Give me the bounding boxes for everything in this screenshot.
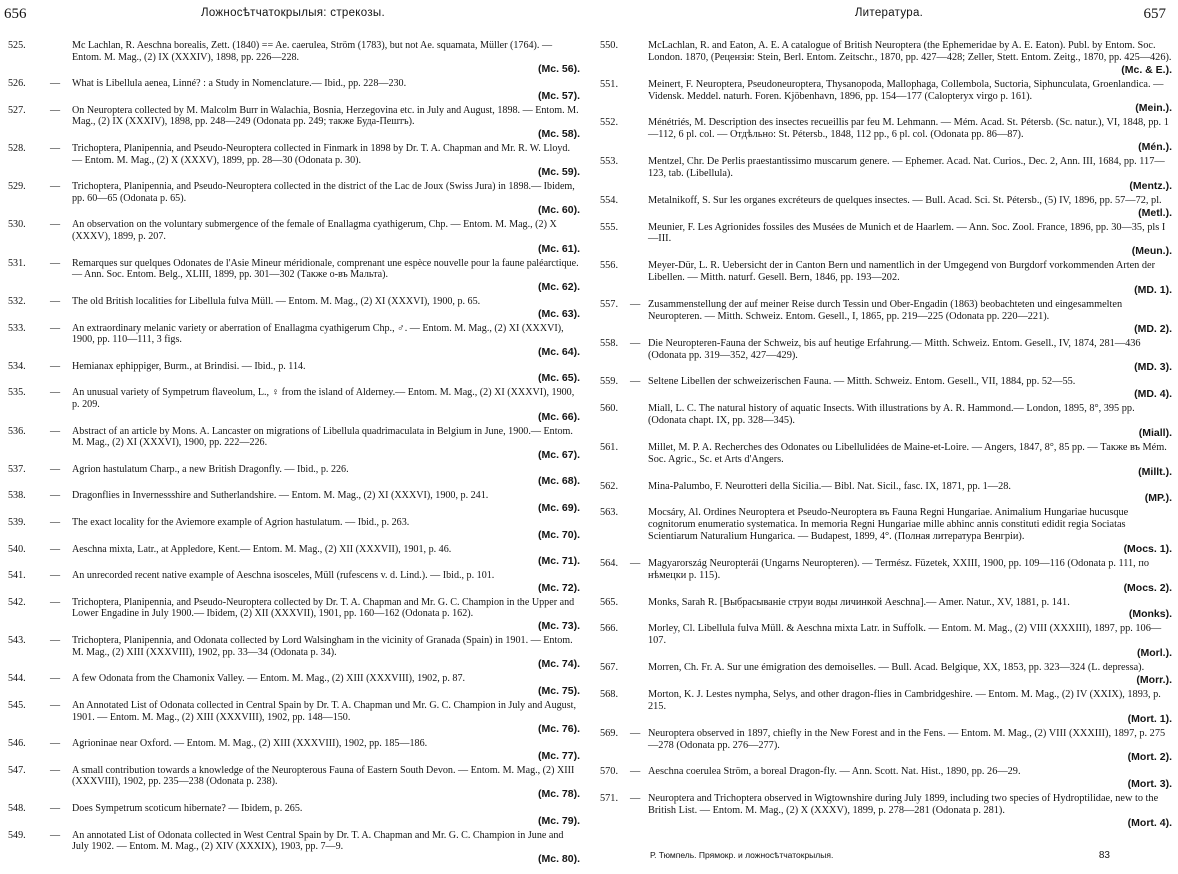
entry-text: The exact locality for the Aviemore example of Agrion hastulatum. — Ibid., p. 263. — [72, 517, 410, 529]
bibliography-entry — [0, 765, 586, 800]
ditto-dash: — — [50, 322, 61, 334]
ditto-dash: — — [50, 425, 61, 437]
bibliography-entry — [0, 387, 586, 422]
bibliography-entry — [600, 597, 1178, 621]
ditto-dash: — — [50, 829, 61, 841]
entry-text: Magyarország Neuropterái (Ungarns Neuropteren). — Termész. Füzetek, XXIII, 1900, pp. 109—116 (Odonata p. 111, по нѣмецки p. 115). — [648, 557, 1149, 581]
ditto-dash: — — [50, 517, 61, 529]
ditto-dash: — — [50, 490, 61, 502]
entry-code: (Mc. 74). — [537, 658, 580, 671]
entry-code: (Mc. 69). — [537, 502, 580, 515]
entry-code: (Mc. 76). — [537, 723, 580, 736]
entry-text: Remarques sur quelques Odonates de l'Asie Mineur méridionale, comprenant une espèce nouvelle pour la faune paléarctique. — Ann. Soc. Entom. Belg., XLIII, 1899, pp. 301—302 (Также о-въ Мальта). — [72, 257, 579, 281]
entry-code: (Metl.). — [1138, 206, 1172, 219]
entry-code: (Millt.). — [1138, 465, 1172, 478]
left-page — [0, 0, 586, 874]
bibliography-entry — [0, 803, 586, 827]
entry-text: Monks, Sarah R. [Выбрасываніе струи воды личинкой Aeschna].— Amer. Natur., XV, 1881, p. 141. — [648, 596, 1070, 608]
entry-code: (Mc. & E.). — [1121, 63, 1172, 76]
right-page-header — [600, 4, 1178, 26]
entry-text: Meyer-Dür, L. R. Uebersicht der in Canton Bern und namentlich in der Umgegend von Burgdorf vorkommenden Arten der Libellen. — Mitth. naturf. Gesell. Bern, 1846, pp. 193—202. — [648, 260, 1156, 284]
bibliography-entry — [0, 78, 586, 102]
entry-code: (Mort. 1). — [1127, 712, 1172, 725]
entry-number: 529. — [8, 181, 26, 193]
bibliography-entry — [0, 143, 586, 178]
bibliography-entry — [0, 570, 586, 594]
ditto-dash: — — [50, 257, 61, 269]
entry-text: Ménétriés, M. Description des insectes recueillis par feu M. Lehmann. — Mém. Acad. St. Pétersb. (Sc. natur.), VI, 1848, pp. 1—112, 6 pl. col. — Отдѣльно: St. Pétersb., 1848, 112 pp., 6 pl. col. (Odonata pp. 86—87). — [648, 117, 1169, 141]
ditto-dash: — — [50, 596, 61, 608]
entry-code: (Morr.). — [1136, 674, 1172, 686]
entry-number: 567. — [600, 662, 619, 674]
entry-text: An Annotated List of Odonata collected in Central Spain by Dr. T. A. Chapman und Mr. G. C. Champion in July and August, 1901. — Entom. M. Mag., (2) XIII (XXXVIII), 1902, pp. 148—150. — [72, 699, 576, 723]
entry-code: (Mc. 71). — [537, 555, 580, 568]
entry-text: What is Libellula aenea, Linné? : a Study in Nomenclature.— Ibid., pp. 228—230. — [72, 78, 407, 90]
bibliography-entry — [0, 517, 586, 541]
entry-code: (Mc. 66). — [537, 410, 580, 423]
entry-number: 544. — [8, 673, 26, 685]
entry-text: Meunier, F. Les Agrionides fossiles des Musées de Munich et de Haarlem. — Ann. Soc. Zool. France, 1896, pp. 30—35, pls I—III. — [648, 221, 1166, 245]
entry-text: McLachlan, R. and Eaton, A. E. A catalogue of British Neuroptera (the Ephemeridae by A. E. Eaton). Publ. by Entom. Soc. London. 1870, (Рецензія: Stein, Berl. Entom. Zeitschr., 1870, pp. 427—428; Zeller, Stett. Entom. Zeitg., 1870, pp. 425—426). — [648, 40, 1172, 63]
entry-code: (Monks). — [1128, 608, 1172, 621]
entry-text: Hemianax ephippiger, Burm., at Brindisi. — Ibid., p. 114. — [72, 360, 306, 372]
entry-number: 528. — [8, 143, 26, 155]
bibliography-entry — [600, 481, 1178, 505]
bibliography-entry — [0, 700, 586, 735]
entry-number: 525. — [8, 40, 26, 51]
bibliography-entry — [600, 156, 1178, 192]
entry-text: A few Odonata from the Chamonix Valley. — Entom. M. Mag., (2) XIII (XXXVIII), 1902, p. 87. — [72, 673, 466, 685]
entry-code: (MD. 4). — [1134, 388, 1172, 401]
bibliography-entry — [0, 219, 586, 254]
ditto-dash: — — [50, 543, 61, 555]
ditto-dash: — — [50, 143, 61, 155]
right-page — [600, 0, 1178, 874]
entry-number: 543. — [8, 635, 26, 647]
entry-number: 542. — [8, 596, 26, 608]
entry-code: (Mein.). — [1135, 102, 1172, 115]
bibliography-entry — [600, 117, 1178, 153]
entry-number: 532. — [8, 295, 26, 307]
entry-text: An unrecorded recent native example of Aeschna isosceles, Müll (rufescens v. d. Lind.). — Ibid., p. 101. — [72, 570, 495, 582]
bibliography-entry — [0, 323, 586, 358]
entry-code: (Mentz.). — [1129, 179, 1172, 192]
entry-code: (Mc. 61). — [537, 242, 580, 255]
ditto-dash: — — [50, 673, 61, 685]
entry-code: (Mort. 4). — [1127, 816, 1172, 829]
bibliography-entry — [600, 403, 1178, 439]
entry-code: (Mén.). — [1138, 141, 1172, 154]
ditto-dash: — — [50, 764, 61, 776]
entry-number: 556. — [600, 260, 619, 272]
ditto-dash: — — [630, 793, 641, 805]
bibliography-entry — [0, 738, 586, 762]
entry-code: (MD. 1). — [1134, 283, 1172, 296]
entry-text: On Neuroptera collected by M. Malcolm Burr in Walachia, Bosnia, Herzegovina etc. in July and August, 1898. — Entom. M. Mag., (2) IX (XXXIV), 1898, pp. 248—249 (Odonata pp. 249; также Буда-Пештъ). — [72, 104, 579, 128]
bibliography-entry — [0, 635, 586, 670]
entry-number: 562. — [600, 480, 619, 492]
entry-number: 531. — [8, 257, 26, 269]
right-page-number: 657 — [1143, 6, 1166, 22]
entry-text: Mentzel, Chr. De Perlis praestantissimo muscarum genere. — Ephemer. Acad. Nat. Curios., Dec. 2, Ann. III, 1684, pp. 117—123, tab. (Libellula). — [648, 156, 1165, 179]
bibliography-entry — [600, 195, 1178, 219]
entry-number: 555. — [600, 221, 619, 233]
entry-text: Neuroptera and Trichoptera observed in Wigtownshire during July 1899, including two species of Hydroptilidae, new to the British List. — Entom. M. Mag., (2) X (XXXV), 1899, p. 278—281 (Odonata p. 281). — [648, 793, 1159, 817]
entry-code: (Mc. 79). — [537, 814, 580, 827]
signature-mark: 83 — [1098, 850, 1110, 861]
entry-text: Mina-Palumbo, F. Neurotteri della Sicilia.— Bibl. Nat. Sicil., fasc. IX, 1871, pp. 1—28. — [648, 480, 1011, 492]
entry-code: (Mc. 80). — [537, 852, 580, 865]
entry-number: 564. — [600, 557, 619, 569]
entry-text: Morley, Cl. Libellula fulva Müll. & Aeschna mixta Latr. in Suffolk. — Entom. M. Mag., (2) VIII (XXXIII), 1897, pp. 106—107. — [648, 623, 1162, 647]
entry-text: Trichoptera, Planipennia, and Pseudo-Neuroptera collected by Dr. T. A. Chapman and Mr. G. C. Champion in the Upper and Lower Engadine in July 1900.— Ibidem, (2) XII (XXXVII), 1901, pp. 160—162 (Odonata p. 162). — [72, 596, 575, 620]
ditto-dash: — — [50, 360, 61, 372]
entry-code: (Mc. 63). — [537, 307, 580, 320]
ditto-dash: — — [630, 557, 641, 569]
bibliography-entry — [0, 830, 586, 865]
entry-text: Dragonflies in Invernessshire and Sutherlandshire. — Entom. M. Mag., (2) XI (XXXVI), 1900, p. 241. — [72, 490, 489, 502]
entry-code: (Mort. 2). — [1127, 751, 1172, 764]
bibliography-entry — [0, 105, 586, 140]
bibliography-entry — [600, 40, 1178, 76]
entry-code: (Mc. 70). — [537, 528, 580, 541]
entry-number: 550. — [600, 40, 619, 51]
entry-text: Trichoptera, Planipennia, and Odonata collected by Lord Walsingham in the vicinity of Granada (Spain) in 1901. — Entom. M. Mag., (2) XIII (XXXVIII), 1902, pp. 33—34 (Odonata p. 34). — [72, 635, 573, 658]
bibliography-entry — [0, 673, 586, 697]
entry-code: (Mort. 3). — [1127, 778, 1172, 791]
ditto-dash: — — [50, 387, 61, 399]
entry-text: Agrioninae near Oxford. — Entom. M. Mag., (2) XIII (XXXVIII), 1902, pp. 185—186. — [72, 738, 428, 750]
bibliography-entry — [0, 490, 586, 514]
entry-number: 527. — [8, 104, 26, 116]
entry-code: (Morl.). — [1137, 647, 1172, 660]
ditto-dash: — — [50, 570, 61, 582]
entry-number: 569. — [600, 727, 619, 739]
entry-number: 540. — [8, 543, 26, 555]
bibliography-entry — [600, 766, 1178, 790]
entry-number: 557. — [600, 298, 619, 310]
entry-number: 563. — [600, 507, 619, 519]
entry-number: 535. — [8, 387, 26, 399]
ditto-dash: — — [50, 219, 61, 231]
page-footer — [650, 850, 1170, 860]
entry-code: (Mc. 78). — [537, 787, 580, 800]
entry-number: 547. — [8, 764, 26, 776]
bibliography-entry — [0, 361, 586, 385]
entry-number: 536. — [8, 425, 26, 437]
entry-code: (Mc. 75). — [537, 684, 580, 697]
entry-number: 539. — [8, 517, 26, 529]
entry-code: (Meun.). — [1131, 245, 1172, 258]
entry-text: Aeschna coerulea Ström, a boreal Dragon-fly. — Ann. Scott. Nat. Hist., 1890, pp. 26—29. — [648, 766, 1021, 778]
ditto-dash: — — [630, 298, 641, 310]
left-page-number: 656 — [4, 6, 27, 22]
ditto-dash: — — [630, 766, 641, 778]
entry-code: (Mc. 62). — [537, 280, 580, 293]
bibliography-entry — [0, 40, 586, 75]
entry-code: (Mc. 65). — [537, 372, 580, 385]
entry-number: 570. — [600, 766, 619, 778]
bibliography-entry — [0, 544, 586, 568]
entry-code: (Mc. 67). — [537, 448, 580, 461]
entry-number: 530. — [8, 219, 26, 231]
entry-number: 565. — [600, 596, 619, 608]
entry-code: (MD. 3). — [1134, 361, 1172, 374]
ditto-dash: — — [50, 738, 61, 750]
entry-number: 541. — [8, 570, 26, 582]
bibliography-entry — [0, 426, 586, 461]
entry-text: Trichoptera, Planipennia, and Pseudo-Neuroptera collected in Finmark in 1898 by Dr. T. A. Chapman and Mr. R. W. Lloyd.— Entom. M. Mag., (2) X (XXXV), 1899, pp. 28—30 (Odonata p. 30). — [72, 143, 570, 166]
bibliography-entry — [600, 793, 1178, 829]
bibliography-entry — [600, 728, 1178, 764]
bibliography-entry — [600, 79, 1178, 115]
entry-text: Die Neuropteren-Fauna der Schweiz, bis auf heutige Erfahrung.— Mitth. Schweiz. Entom. Gesell., IV, 1874, 281—436 (Odonata pp. 319—352, 427—429). — [648, 337, 1141, 361]
bibliography-entry — [600, 299, 1178, 335]
entry-number: 534. — [8, 360, 26, 372]
entry-number: 566. — [600, 623, 619, 635]
entry-number: 549. — [8, 829, 26, 841]
entry-code: (MD. 2). — [1134, 322, 1172, 335]
entry-number: 571. — [600, 793, 619, 805]
ditto-dash: — — [50, 463, 61, 475]
bibliography-entry — [0, 597, 586, 632]
bibliography-entry — [0, 296, 586, 320]
right-bibliography-list — [600, 40, 1178, 832]
entry-text: Does Sympetrum scoticum hibernate? — Ibidem, p. 265. — [72, 802, 303, 814]
entry-text: The old British localities for Libellula fulva Müll. — Entom. M. Mag., (2) XI (XXXVI), 1900, p. 65. — [72, 295, 481, 307]
entry-code: (MP.). — [1144, 492, 1172, 505]
entry-code: (Mocs. 1). — [1123, 542, 1172, 555]
entry-code: (Mc. 68). — [537, 475, 580, 488]
entry-text: Millet, M. P. A. Recherches des Odonates ou Libellulidées de Maine-et-Loire. — Angers, 1847, 8°, 85 pp. — Также въ Mém. Soc. Agric., Sc. et Arts d'Angers. — [648, 441, 1167, 465]
ditto-dash: — — [50, 78, 61, 90]
entry-text: Trichoptera, Planipennia, and Pseudo-Neuroptera collected in the district of the Lac de Joux (Swiss Jura) in 1898.— Ibidem, pp. 60—65 (Odonata p. 65). — [72, 181, 575, 204]
bibliography-entry — [0, 258, 586, 293]
entry-text: Aeschna mixta, Latr., at Appledore, Kent.— Entom. M. Mag., (2) XII (XXXVII), 1901, p. 46. — [72, 543, 452, 555]
entry-number: 545. — [8, 699, 26, 711]
bibliography-entry — [600, 442, 1178, 478]
bibliography-entry — [600, 376, 1178, 400]
entry-text: An observation on the voluntary submergence of the female of Enallagma cyathigerum, Chp. — Entom. M. Mag., (2) X (XXXV), 1899, p. 207. — [72, 219, 557, 243]
ditto-dash: — — [50, 181, 61, 193]
bibliography-entry — [600, 338, 1178, 374]
entry-text: Morton, K. J. Lestes nympha, Selys, and other dragon-flies in Cambridgeshire. — Entom. M. Mag., (2) IV (XXIX), 1893, p. 215. — [648, 689, 1161, 712]
entry-text: Zusammenstellung der auf meiner Reise durch Tessin und Ober-Engadin (1863) beobachteten und eingesammelten Neuropteren. — Mitth. Schweiz. Entom. Gesell., I, 1865, pp. 219—225 (Odonata pp. 220—221). — [648, 298, 1123, 322]
entry-text: Morren, Ch. Fr. A. Sur une émigration des demoiselles. — Bull. Acad. Belgique, XX, 1853, pp. 323—324 (L. depressa). — [648, 662, 1145, 674]
entry-text: Mocsáry, Al. Ordines Neuroptera et Pseudo-Neuroptera въ Fauna Regni Hungariae. Animalium Hungariae hucusque cognitorum enumeratio systematica. In memoria Regni Hungariae mille abhinc annis constituti edidit regia Sociatas Scientiarum Naturalium Hungarica. — Budapest, 1899, 4°. (Полная литература Венгріи). — [648, 507, 1129, 543]
entry-text: Mc Lachlan, R. Aeschna borealis, Zett. (1840) == Ae. caerulea, Ström (1783), but not Ae. squamata, Müller (1764). — Entom. M. Mag., (2) IX (XXXIV), 1898, pp. 226—228. — [72, 40, 553, 63]
ditto-dash: — — [50, 104, 61, 116]
entry-text: Neuroptera observed in 1897, chiefly in the New Forest and in the Fens. — Entom. M. Mag., (2) VIII (XXXIII), 1897, p. 275—278 (Odonata pp. 276—277). — [648, 727, 1166, 751]
entry-number: 546. — [8, 738, 26, 750]
ditto-dash: — — [50, 802, 61, 814]
ditto-dash: — — [630, 376, 641, 388]
entry-code: (Mc. 77). — [537, 749, 580, 762]
ditto-dash: — — [50, 635, 61, 647]
entry-number: 559. — [600, 376, 619, 388]
entry-text: An unusual variety of Sympetrum flaveolum, L., ♀ from the island of Alderney.— Entom. M. Mag., (2) XI (XXXVI), 1900, p. 209. — [72, 387, 575, 410]
left-bibliography-list — [0, 40, 586, 868]
entry-code: (Mc. 59). — [537, 166, 580, 179]
entry-number: 551. — [600, 78, 619, 90]
entry-text: Agrion hastulatum Charp., a new British Dragonfly. — Ibid., p. 226. — [72, 463, 349, 475]
entry-code: (Mc. 56). — [537, 63, 580, 76]
entry-code: (Mc. 57). — [537, 89, 580, 102]
entry-text: Seltene Libellen der schweizerischen Fauna. — Mitth. Schweiz. Entom. Gesell., VII, 1884, pp. 52—55. — [648, 376, 1076, 388]
entry-number: 568. — [600, 689, 619, 700]
bibliography-entry — [600, 222, 1178, 258]
bibliography-entry — [600, 507, 1178, 555]
bibliography-entry — [0, 181, 586, 216]
entry-text: Metalnikoff, S. Sur les organes excréteurs de quelques insectes. — Bull. Acad. Sci. St. Pétersb., (5) IV, 1896, pp. 57—72, pl. — [648, 194, 1162, 206]
entry-number: 548. — [8, 802, 26, 814]
entry-code: (Mocs. 2). — [1123, 581, 1172, 594]
footer-imprint: Р. Тюмпель. Прямокр. и ложносѣтчатокрылыя. — [650, 850, 834, 860]
entry-number: 538. — [8, 490, 26, 502]
entry-text: A small contribution towards a knowledge of the Neuropterous Fauna of Eastern South Devon. — Entom. M. Mag., (2) XIII (XXXVIII), 1902, pp. 235—238 (Odonata p. 238). — [72, 764, 575, 788]
bibliography-entry — [600, 662, 1178, 686]
entry-text: Abstract of an article by Mons. A. Lancaster on migrations of Libellula quadrimaculata in Belgium in June, 1900.— Entom. M. Mag., (2) XI (XXXVI), 1900, pp. 222—226. — [72, 425, 573, 449]
ditto-dash: — — [630, 727, 641, 739]
entry-text: An annotated List of Odonata collected in West Central Spain by Dr. T. A. Chapman and Mr. G. C. Champion in June and July 1902. — Entom. M. Mag., (2) XIV (XXXIX), 1903, pp. 7—9. — [72, 829, 564, 853]
entry-number: 554. — [600, 194, 619, 206]
bibliography-entry — [600, 260, 1178, 296]
right-running-title: Литература. — [854, 7, 924, 19]
entry-number: 560. — [600, 403, 619, 415]
entry-text: An extraordinary melanic variety or aberration of Enallagma cyathigerum Chp., ♂. — Entom. M. Mag., (2) XI (XXXVI), 1900, pp. 110—111, 3 figs. — [72, 322, 564, 346]
entry-number: 537. — [8, 463, 26, 475]
entry-code: (Mc. 72). — [537, 581, 580, 594]
bibliography-entry — [600, 558, 1178, 594]
entry-text: Meinert, F. Neuroptera, Pseudoneuroptera, Thysanopoda, Mallophaga, Collembola, Suctoria, Siphunculata, Groenlandica. — Vidensk. Meddel. naturh. Foren. Kjöbenhavn, 1896, pp. 154—177 (Calopteryx virgo p. 161). — [648, 78, 1164, 102]
bibliography-entry — [0, 464, 586, 488]
entry-code: (Mc. 58). — [537, 128, 580, 141]
entry-number: 553. — [600, 156, 619, 168]
entry-code: (Mc. 73). — [537, 620, 580, 633]
ditto-dash: — — [50, 699, 61, 711]
entry-code: (Miall). — [1138, 426, 1172, 439]
entry-number: 526. — [8, 78, 26, 90]
left-running-title: Ложносѣтчатокрылыя: стрекозы. — [201, 7, 385, 19]
entry-number: 533. — [8, 322, 26, 334]
entry-number: 558. — [600, 337, 619, 349]
entry-code: (Mc. 60). — [537, 204, 580, 217]
bibliography-entry — [600, 689, 1178, 725]
left-page-header — [0, 4, 586, 26]
bibliography-entry — [600, 623, 1178, 659]
entry-text: Miall, L. C. The natural history of aquatic Insects. With illustrations by A. R. Hammond.— London, 1895, 8°, 395 pp. (Odonata chapt. IX, pp. 328—345). — [648, 403, 1135, 427]
entry-code: (Mc. 64). — [537, 345, 580, 358]
entry-number: 552. — [600, 117, 619, 129]
entry-number: 561. — [600, 441, 619, 453]
ditto-dash: — — [50, 295, 61, 307]
ditto-dash: — — [630, 337, 641, 349]
